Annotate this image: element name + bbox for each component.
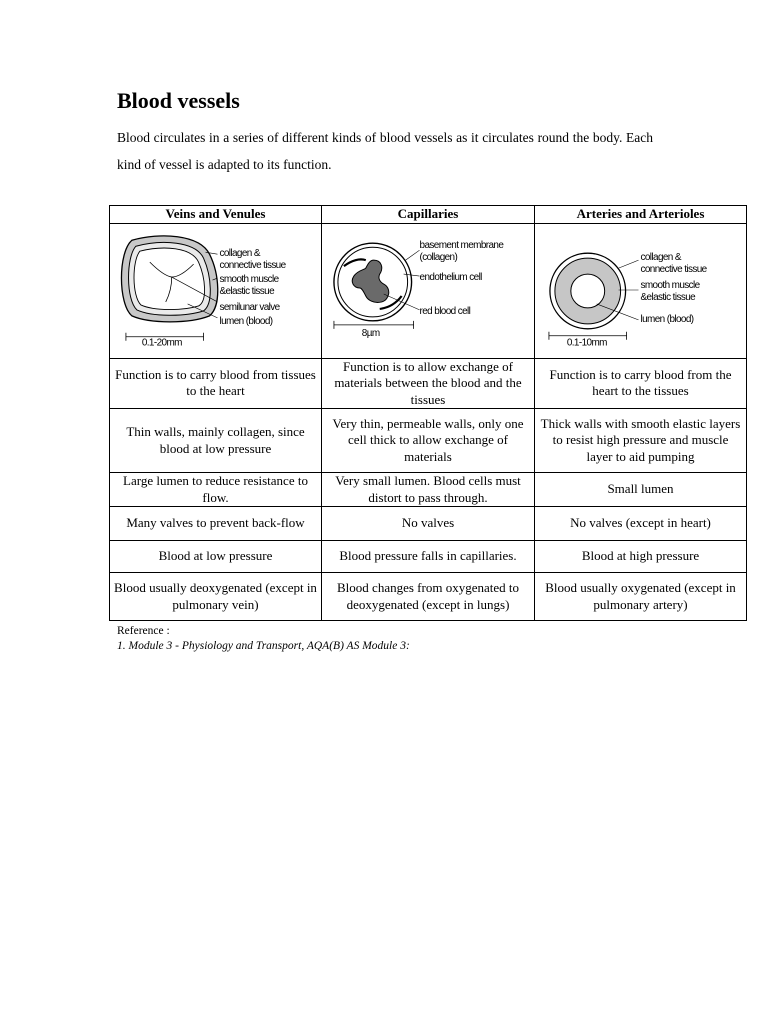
cell-capillaries-function: Function is to allow exchange of materials between the blood and the tissues bbox=[322, 358, 535, 409]
diagram-row bbox=[110, 223, 747, 358]
reference-item: 1. Module 3 - Physiology and Transport, AQA(B) AS Module 3: bbox=[117, 640, 410, 652]
capillary-scale-label: 8µm bbox=[361, 327, 380, 339]
blood-vessels-table bbox=[109, 205, 747, 621]
table-row bbox=[110, 573, 747, 621]
reference-heading: Reference : bbox=[117, 625, 170, 637]
cell-capillaries-oxygen: Blood changes from oxygenated to deoxygenated (except in lungs) bbox=[322, 573, 535, 621]
cell-arteries-lumen: Small lumen bbox=[535, 473, 747, 507]
cell-arteries-oxygen: Blood usually oxygenated (except in pulmonary artery) bbox=[535, 573, 747, 621]
cell-capillaries-walls: Very thin, permeable walls, only one cell thick to allow exchange of materials bbox=[322, 409, 535, 473]
cell-capillaries-valves: No valves bbox=[322, 507, 535, 541]
table-row bbox=[110, 507, 747, 541]
intro-paragraph: Blood circulates in a series of different kinds of blood vessels as it circulates round the body. Each kind of vessel is adapted to its function. bbox=[117, 130, 653, 172]
capillary-label-rbc: red blood cell bbox=[419, 305, 471, 317]
reference-block bbox=[117, 624, 410, 654]
table-row bbox=[110, 358, 747, 409]
capillary-label-basement: basement membrane bbox=[419, 239, 504, 251]
cell-veins-valves: Many valves to prevent back-flow bbox=[110, 507, 322, 541]
vein-lumen bbox=[134, 248, 205, 309]
vein-scale-label: 0.1-20mm bbox=[141, 337, 182, 349]
cell-veins-walls: Thin walls, mainly collagen, since blood at low pressure bbox=[110, 409, 322, 473]
page-title: Blood vessels bbox=[117, 88, 240, 113]
header-arteries: Arteries and Arterioles bbox=[535, 206, 747, 224]
header-row bbox=[110, 206, 747, 224]
capillaries-diagram-cell bbox=[322, 223, 535, 358]
veins-diagram-cell bbox=[110, 223, 322, 358]
capillary-label-endothelium: endothelium cell bbox=[419, 271, 482, 283]
artery-cross-section-diagram bbox=[535, 224, 746, 358]
artery-label-smooth-muscle: smooth muscle bbox=[640, 279, 700, 291]
cell-arteries-valves: No valves (except in heart) bbox=[535, 507, 747, 541]
vein-label-valve: semilunar valve bbox=[219, 301, 280, 313]
vein-cross-section-diagram bbox=[110, 224, 321, 358]
capillary-label-collagen: (collagen) bbox=[419, 251, 458, 263]
cell-capillaries-pressure: Blood pressure falls in capillaries. bbox=[322, 541, 535, 573]
artery-lumen bbox=[571, 274, 605, 308]
cell-arteries-pressure: Blood at high pressure bbox=[535, 541, 747, 573]
artery-label-elastic: &elastic tissue bbox=[640, 291, 696, 303]
artery-label-collagen: collagen & bbox=[640, 251, 681, 263]
artery-label-lumen: lumen (blood) bbox=[640, 313, 694, 325]
capillary-cross-section-diagram bbox=[322, 224, 534, 358]
artery-scale-label: 0.1-10mm bbox=[566, 337, 607, 349]
vein-label-smooth-muscle: smooth muscle bbox=[219, 273, 279, 285]
cell-veins-lumen: Large lumen to reduce resistance to flow. bbox=[110, 473, 322, 507]
cell-capillaries-lumen: Very small lumen. Blood cells must distort to pass through. bbox=[322, 473, 535, 507]
cell-veins-function: Function is to carry blood from tissues to the heart bbox=[110, 358, 322, 409]
vein-label-collagen: collagen & bbox=[219, 247, 260, 259]
table-row bbox=[110, 541, 747, 573]
artery-label-connective: connective tissue bbox=[640, 263, 707, 275]
header-veins: Veins and Venules bbox=[110, 206, 322, 224]
vein-label-connective: connective tissue bbox=[219, 259, 286, 271]
header-capillaries: Capillaries bbox=[322, 206, 535, 224]
table-row bbox=[110, 409, 747, 473]
cell-veins-pressure: Blood at low pressure bbox=[110, 541, 322, 573]
arteries-diagram-cell bbox=[535, 223, 747, 358]
vein-label-elastic: &elastic tissue bbox=[219, 285, 275, 297]
table-row bbox=[110, 473, 747, 507]
cell-arteries-walls: Thick walls with smooth elastic layers to resist high pressure and muscle layer to aid pumping bbox=[535, 409, 747, 473]
vein-label-lumen: lumen (blood) bbox=[219, 315, 273, 327]
cell-arteries-function: Function is to carry blood from the heart to the tissues bbox=[535, 358, 747, 409]
cell-veins-oxygen: Blood usually deoxygenated (except in pulmonary vein) bbox=[110, 573, 322, 621]
